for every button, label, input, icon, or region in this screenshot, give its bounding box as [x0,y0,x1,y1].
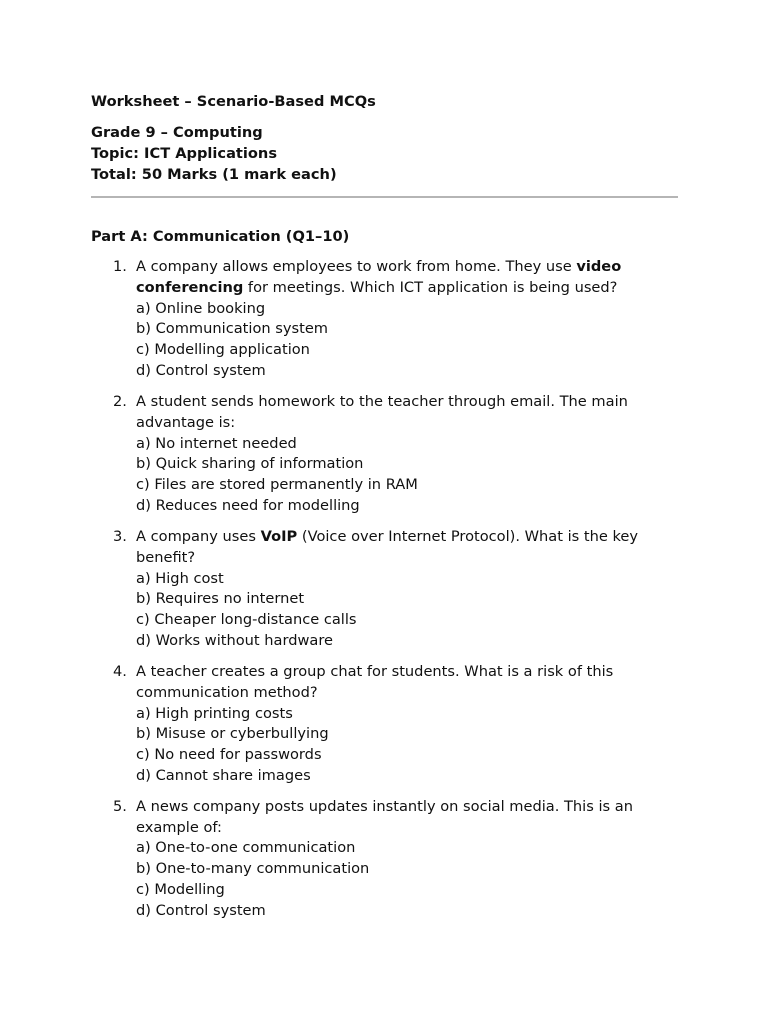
question-text-part: A company allows employees to work from home. They use [136,258,577,275]
option-a: a) High printing costs [136,704,293,722]
question-number: 5. [113,797,127,815]
option-b: b) Misuse or cyberbullying [136,725,329,743]
option-b: b) Quick sharing of information [136,455,364,473]
question-number: 3. [113,527,127,545]
question-text-part: A teacher creates a group chat for students. What is a risk of this communication method? [136,662,614,701]
document-meta [91,122,678,185]
document-title: Worksheet – Scenario-Based MCQs [91,93,376,110]
option-d: d) Control system [136,901,266,919]
question-1 [91,257,661,382]
question-text [136,257,661,299]
question-text [136,662,661,704]
option-c: c) Modelling application [136,341,310,359]
option-a: a) No internet needed [136,434,297,452]
horizontal-divider [91,196,678,198]
question-2 [91,392,661,517]
section-title: Part A: Communication (Q1–10) [91,228,350,245]
question-5 [91,797,661,922]
question-number: 2. [113,392,127,410]
question-list [91,257,678,922]
question-text [136,392,661,434]
option-c: c) Files are stored permanently in RAM [136,476,418,494]
question-text-part: A student sends homework to the teacher through email. The main advantage is: [136,392,628,431]
question-text-part: A news company posts updates instantly on social media. This is an example of: [136,797,633,836]
total-marks-line: Total: 50 Marks (1 mark each) [91,166,337,183]
question-number: 1. [113,258,127,275]
grade-line: Grade 9 – Computing [91,124,263,141]
option-b: b) Requires no internet [136,590,305,608]
question-keyword: VoIP [260,527,298,545]
question-3 [91,527,661,652]
option-d: d) Works without hardware [136,631,334,649]
option-d: d) Cannot share images [136,766,311,784]
option-c: c) Cheaper long-distance calls [136,611,357,629]
question-keyword: video conferencing [136,258,622,296]
option-a: a) One-to-one communication [136,839,356,857]
option-a: a) Online booking [136,299,266,317]
question-4 [91,662,661,787]
question-text-part: A company uses [136,527,261,545]
option-a: a) High cost [136,569,224,587]
option-b: b) Communication system [136,320,329,338]
topic-line: Topic: ICT Applications [91,145,278,162]
option-d: d) Reduces need for modelling [136,496,360,514]
option-c: c) No need for passwords [136,746,322,764]
option-b: b) One-to-many communication [136,860,370,878]
option-c: c) Modelling [136,881,225,899]
question-text [136,797,661,839]
question-number: 4. [113,662,127,680]
question-text-part: for meetings. Which ICT application is being used? [243,278,618,296]
question-text-part: (Voice over Internet Protocol). What is the key benefit? [136,527,639,566]
option-d: d) Control system [136,361,266,379]
question-text [136,527,661,569]
